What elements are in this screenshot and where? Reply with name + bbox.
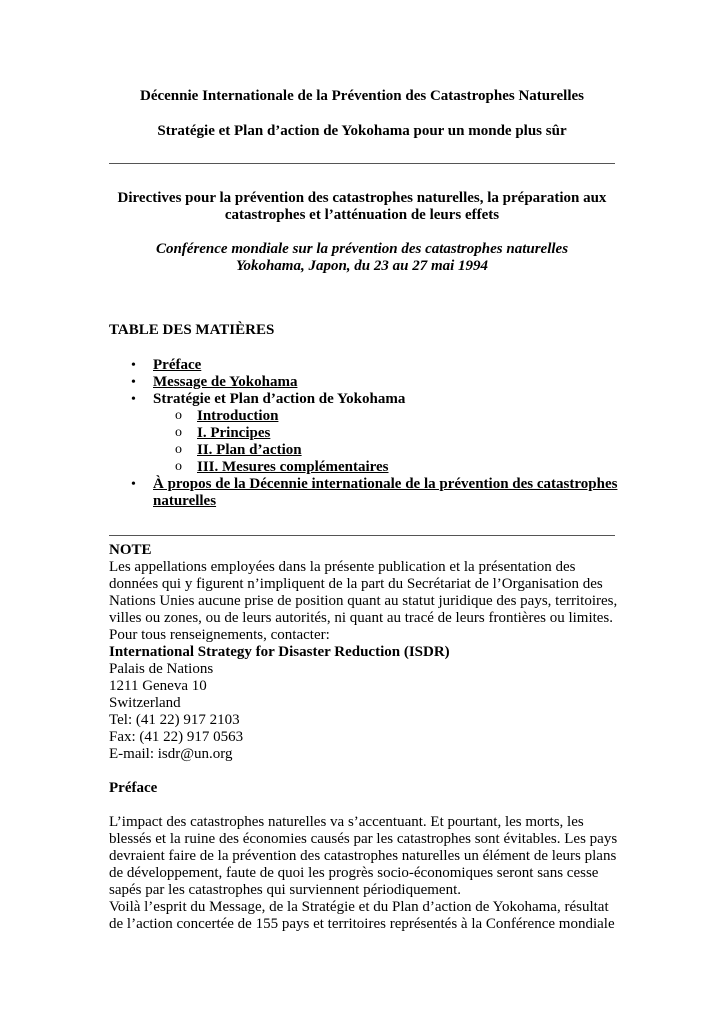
note-text-line: villes ou zones, ou de leurs autorités, ni quant au tracé de leurs frontières ou limites. [109,610,614,626]
divider [109,535,615,536]
note-text-line: Nations Unies aucune prise de position quant au statut juridique des pays, territoires, [109,593,618,609]
note-text-line: données qui y figurent n’impliquent de la part du Secrétariat de l’Organisation des [109,576,603,592]
preface-text-line: de développement, faute de quoi les progrès socio-économiques seront sans cesse [109,865,599,881]
note-title: NOTE [109,542,152,558]
toc-link-apropos-cont[interactable]: naturelles [153,493,217,509]
note-text-line: Pour tous renseignements, contacter: [109,627,330,643]
bullet-icon: • [131,477,136,492]
preface-text-line: L’impact des catastrophes naturelles va s’accentuant. Et pourtant, les morts, les [109,814,584,830]
header-subtitle: Stratégie et Plan d’action de Yokohama pour un monde plus sûr [157,123,567,139]
preface-text-line: devraient faire de la prévention des catastrophes naturelles un élément de leurs plans [109,848,617,864]
note-text-line: Les appellations employées dans la présente publication et la présentation des [109,559,576,575]
note-org: International Strategy for Disaster Reduction (ISDR) [109,644,450,660]
toc-link-preface[interactable]: Préface [153,357,202,373]
sub-bullet-icon: o [175,425,182,440]
preface-text-line: de l’action concertée de 155 pays et territoires représentés à la Conférence mondiale [109,916,615,932]
directives-title-line1: Directives pour la prévention des catastrophes naturelles, la préparation aux [117,190,607,206]
toc-link-mesures[interactable]: III. Mesures complémentaires [197,459,389,475]
note-address-line: 1211 Geneva 10 [109,678,207,694]
toc-title: TABLE DES MATIÈRES [109,322,275,338]
note-address-line: Switzerland [109,695,181,711]
note-fax: Fax: (41 22) 917 0563 [109,729,244,745]
preface-text-line: Voilà l’esprit du Message, de la Stratégie et du Plan d’action de Yokohama, résultat [109,899,609,915]
sub-bullet-icon: o [175,408,182,423]
bullet-icon: • [131,358,136,373]
toc-link-introduction[interactable]: Introduction [197,408,279,424]
directives-title-line2: catastrophes et l’atténuation de leurs effets [224,207,500,223]
sub-bullet-icon: o [175,459,182,474]
preface-title: Préface [109,780,158,796]
conference-line2: Yokohama, Japon, du 23 au 27 mai 1994 [235,258,489,274]
preface-text-line: sapés par les catastrophes qui surviennent périodiquement. [109,882,461,898]
bullet-icon: • [131,392,136,407]
toc-link-apropos[interactable]: À propos de la Décennie internationale de la prévention des catastrophes [153,476,618,492]
toc-link-message[interactable]: Message de Yokohama [153,374,298,390]
toc-link-plan[interactable]: II. Plan d’action [197,442,302,458]
toc-link-principes[interactable]: I. Principes [197,425,271,441]
toc-item-strategie: Stratégie et Plan d’action de Yokohama [153,391,406,407]
note-address-line: Palais de Nations [109,661,214,677]
note-tel: Tel: (41 22) 917 2103 [109,712,240,728]
preface-text-line: blessés et la ruine des économies causés par les catastrophes sont évitables. Les pays [109,831,618,847]
header-title: Décennie Internationale de la Prévention des Catastrophes Naturelles [140,88,584,104]
note-email: E-mail: isdr@un.org [109,746,233,762]
conference-line1: Conférence mondiale sur la prévention des catastrophes naturelles [155,241,569,257]
bullet-icon: • [131,375,136,390]
divider [109,163,615,164]
sub-bullet-icon: o [175,442,182,457]
